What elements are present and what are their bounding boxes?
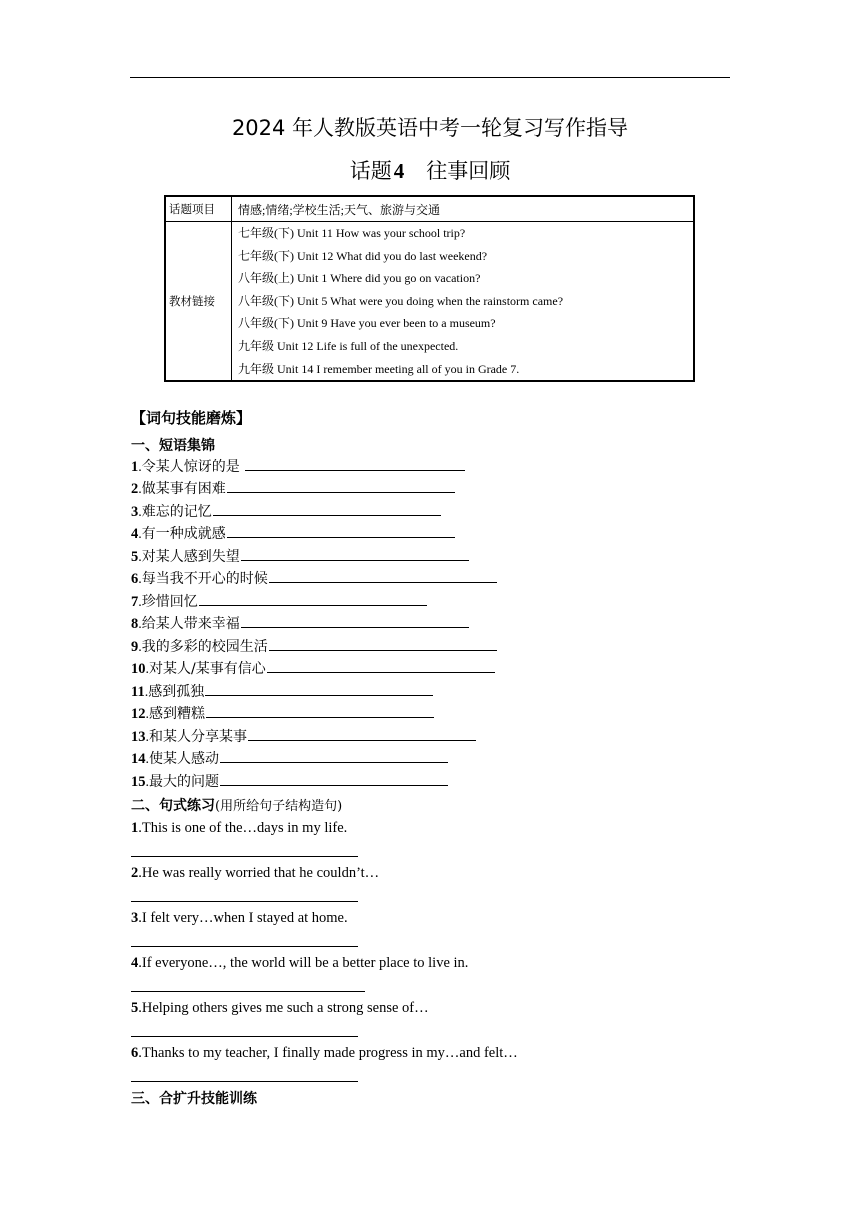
textbook-link-row xyxy=(165,222,694,382)
unit-item: 八年级(下) Unit 9 Have you ever been to a museum? xyxy=(238,316,496,331)
answer-line[interactable] xyxy=(131,991,365,992)
phrase-item: 10.对某人/某事有信心 xyxy=(131,658,495,680)
phrase-item: 12.感到糟糕 xyxy=(131,703,434,725)
answer-blank[interactable] xyxy=(220,748,448,763)
topic-info-table xyxy=(164,195,695,382)
topic-number: 4 xyxy=(393,159,405,183)
answer-blank[interactable] xyxy=(248,726,476,741)
answer-blank[interactable] xyxy=(199,591,427,606)
section-heading: 【词句技能磨炼】 xyxy=(131,409,252,427)
sentence-item: 5.Helping others gives me such a strong sense of… xyxy=(131,1000,429,1016)
topic-row xyxy=(165,196,694,222)
topic-value: 情感;情绪;学校生活;天气、旅游与交通 xyxy=(232,196,695,222)
phrase-item: 14.使某人感动 xyxy=(131,748,448,770)
answer-blank[interactable] xyxy=(227,523,455,538)
part2-heading: 二、句式练习(用所给句子结构造句) xyxy=(131,798,343,814)
sentence-item: 1.This is one of the…days in my life. xyxy=(131,820,348,836)
answer-blank[interactable] xyxy=(220,771,448,786)
sentence-item: 3.I felt very…when I stayed at home. xyxy=(131,910,348,926)
phrase-item: 9.我的多彩的校园生活 xyxy=(131,636,497,658)
phrase-item: 5.对某人感到失望 xyxy=(131,546,469,568)
answer-line[interactable] xyxy=(131,901,358,902)
unit-list xyxy=(232,222,695,382)
unit-item: 七年级(下) Unit 12 What did you do last weekend? xyxy=(238,248,488,263)
unit-item: 八年级(上) Unit 1 Where did you go on vacation? xyxy=(238,271,481,286)
part3-heading: 三、合扩升技能训练 xyxy=(131,1091,257,1107)
header-rule xyxy=(130,77,730,78)
answer-blank[interactable] xyxy=(267,658,495,673)
answer-line[interactable] xyxy=(131,946,358,947)
unit-item: 八年级(下) Unit 5 What were you doing when the rainstorm came? xyxy=(238,293,564,308)
sentence-item: 2.He was really worried that he couldn’t… xyxy=(131,865,380,881)
unit-item: 九年级 Unit 14 I remember meeting all of you in Grade 7. xyxy=(238,361,520,376)
phrase-item: 2.做某事有困难 xyxy=(131,478,455,500)
answer-line[interactable] xyxy=(131,1081,358,1082)
answer-blank[interactable] xyxy=(241,613,469,628)
answer-line[interactable] xyxy=(131,1036,358,1037)
topic-label: 话题项目 xyxy=(165,196,232,222)
answer-blank[interactable] xyxy=(269,636,497,651)
sentence-item: 6.Thanks to my teacher, I finally made progress in my…and felt… xyxy=(131,1045,518,1061)
answer-blank[interactable] xyxy=(206,703,434,718)
phrase-item: 13.和某人分享某事 xyxy=(131,726,476,748)
topic-prefix: 话题 xyxy=(349,159,392,183)
topic-title xyxy=(0,157,860,185)
part2-instruction: (用所给句子结构造句) xyxy=(215,799,343,814)
unit-item: 九年级 Unit 12 Life is full of the unexpected. xyxy=(238,338,459,353)
answer-line[interactable] xyxy=(131,856,358,857)
phrase-item: 8.给某人带来幸福 xyxy=(131,613,469,635)
phrase-item: 6.每当我不开心的时候 xyxy=(131,568,497,590)
answer-blank[interactable] xyxy=(241,546,469,561)
phrase-item: 1.令某人惊讶的是 xyxy=(131,456,465,478)
unit-item: 七年级(下) Unit 11 How was your school trip? xyxy=(238,226,466,240)
answer-blank[interactable] xyxy=(227,478,455,493)
answer-blank[interactable] xyxy=(245,456,465,471)
answer-blank[interactable] xyxy=(213,501,441,516)
textbook-link-label: 教材链接 xyxy=(165,222,232,382)
answer-blank[interactable] xyxy=(205,681,433,696)
answer-blank[interactable] xyxy=(269,568,497,583)
phrase-item: 4.有一种成就感 xyxy=(131,523,455,545)
phrase-item: 15.最大的问题 xyxy=(131,771,448,793)
document-title: 2024 年人教版英语中考一轮复习写作指导 xyxy=(231,116,629,140)
phrase-item: 11.感到孤独 xyxy=(131,681,433,703)
sentence-item: 4.If everyone…, the world will be a better place to live in. xyxy=(131,955,469,971)
phrase-item: 3.难忘的记忆 xyxy=(131,501,441,523)
topic-name: 往事回顾 xyxy=(426,159,511,183)
phrase-item: 7.珍惜回忆 xyxy=(131,591,427,613)
part1-heading: 一、短语集锦 xyxy=(131,438,215,454)
